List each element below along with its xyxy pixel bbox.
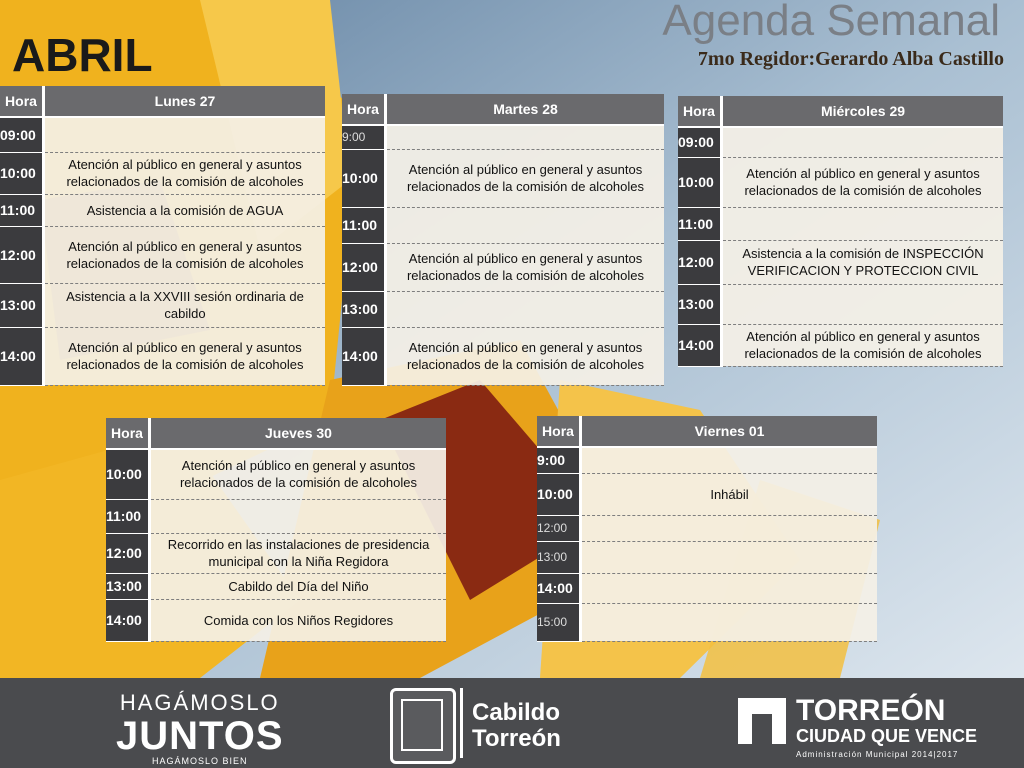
event-cell: Atención al público en general y asuntos relacionados de la comisión de alcoholes xyxy=(386,243,665,291)
coat-of-arms-icon xyxy=(390,688,456,764)
event-cell xyxy=(581,515,878,541)
hour-cell: 10:00 xyxy=(106,449,150,499)
event-cell: Comida con los Niños Regidores xyxy=(150,599,447,641)
hour-cell: 13:00 xyxy=(678,284,722,324)
event-cell: Atención al público en general y asuntos relacionados de la comisión de alcoholes xyxy=(386,327,665,385)
hour-cell: 14:00 xyxy=(342,327,386,385)
event-cell: Atención al público en general y asuntos relacionados de la comisión de alcoholes xyxy=(722,157,1004,207)
month-label: ABRIL xyxy=(12,29,153,81)
schedule-table-miercoles xyxy=(678,96,1003,367)
event-cell: Atención al público en general y asuntos relacionados de la comisión de alcoholes xyxy=(44,226,326,283)
event-cell: Atención al público en general y asuntos relacionados de la comisión de alcoholes xyxy=(44,152,326,194)
event-cell: Atención al público en general y asuntos relacionados de la comisión de alcoholes xyxy=(44,327,326,385)
event-cell: Cabildo del Día del Niño xyxy=(150,573,447,599)
event-cell: Asistencia a la XXVIII sesión ordinaria de cabildo xyxy=(44,283,326,327)
event-cell xyxy=(581,603,878,641)
event-cell xyxy=(386,207,665,243)
torreon-logo-icon xyxy=(738,698,786,744)
hour-cell: 14:00 xyxy=(678,324,722,366)
page-subtitle: 7mo Regidor:Gerardo Alba Castillo xyxy=(697,48,1004,70)
event-cell xyxy=(722,284,1004,324)
hour-column-header: Hora xyxy=(537,416,581,447)
hour-cell: 10:00 xyxy=(0,152,44,194)
hour-column-header: Hora xyxy=(342,94,386,125)
hour-cell: 14:00 xyxy=(0,327,44,385)
event-cell xyxy=(581,447,878,473)
hour-cell: 12:00 xyxy=(537,515,581,541)
event-cell xyxy=(386,125,665,149)
schedule-table-martes xyxy=(342,94,664,386)
event-cell: Asistencia a la comisión de INSPECCIÓN VERIFICACION Y PROTECCION CIVIL xyxy=(722,240,1004,284)
schedule-table-lunes xyxy=(0,86,325,386)
hour-cell: 11:00 xyxy=(0,194,44,226)
hour-cell: 12:00 xyxy=(106,533,150,573)
page-title: Agenda Semanal xyxy=(662,0,1000,45)
schedule-table-viernes xyxy=(537,416,877,642)
hour-cell: 09:00 xyxy=(678,127,722,157)
hour-cell: 15:00 xyxy=(537,603,581,641)
torreon-logo: TORREÓN CIUDAD QUE VENCE Administración Municipal 2014|2017 xyxy=(796,694,978,759)
event-cell: Asistencia a la comisión de AGUA xyxy=(44,194,326,226)
hour-cell: 13:00 xyxy=(537,541,581,573)
event-cell xyxy=(150,499,447,533)
hour-cell: 12:00 xyxy=(678,240,722,284)
hour-cell: 10:00 xyxy=(342,149,386,207)
cabildo-torreon-logo: Cabildo Torreón xyxy=(472,699,561,752)
event-cell xyxy=(581,541,878,573)
hour-column-header: Hora xyxy=(0,86,44,117)
event-cell: Atención al público en general y asuntos relacionados de la comisión de alcoholes xyxy=(722,324,1004,366)
hour-cell: 11:00 xyxy=(106,499,150,533)
event-cell xyxy=(386,291,665,327)
event-cell xyxy=(722,207,1004,240)
hour-cell: 11:00 xyxy=(342,207,386,243)
hour-cell: 13:00 xyxy=(342,291,386,327)
hour-cell: 9:00 xyxy=(537,447,581,473)
day-header-lunes: Lunes 27 xyxy=(44,86,326,117)
hour-column-header: Hora xyxy=(678,96,722,127)
hour-cell: 12:00 xyxy=(0,226,44,283)
day-header-miercoles: Miércoles 29 xyxy=(722,96,1004,127)
event-cell xyxy=(722,127,1004,157)
hour-cell: 09:00 xyxy=(0,117,44,152)
hour-cell: 10:00 xyxy=(678,157,722,207)
hour-cell: 10:00 xyxy=(537,473,581,515)
hagamoslo-juntos-logo: HAGÁMOSLO JUNTOS HAGÁMOSLO BIEN xyxy=(116,690,284,766)
event-cell: Inhábil xyxy=(581,473,878,515)
hour-column-header: Hora xyxy=(106,418,150,449)
hour-cell: 9:00 xyxy=(342,125,386,149)
day-header-martes: Martes 28 xyxy=(386,94,665,125)
day-header-jueves: Jueves 30 xyxy=(150,418,447,449)
hour-cell: 13:00 xyxy=(106,573,150,599)
footer-bar xyxy=(0,678,1024,768)
event-cell: Atención al público en general y asuntos relacionados de la comisión de alcoholes xyxy=(386,149,665,207)
hour-cell: 14:00 xyxy=(537,573,581,603)
hour-cell: 14:00 xyxy=(106,599,150,641)
schedule-table-jueves xyxy=(106,418,446,642)
event-cell: Recorrido en las instalaciones de presidencia municipal con la Niña Regidora xyxy=(150,533,447,573)
footer-divider xyxy=(460,688,463,758)
hour-cell: 12:00 xyxy=(342,243,386,291)
event-cell xyxy=(581,573,878,603)
hour-cell: 13:00 xyxy=(0,283,44,327)
day-header-viernes: Viernes 01 xyxy=(581,416,878,447)
event-cell xyxy=(44,117,326,152)
event-cell: Atención al público en general y asuntos relacionados de la comisión de alcoholes xyxy=(150,449,447,499)
hour-cell: 11:00 xyxy=(678,207,722,240)
